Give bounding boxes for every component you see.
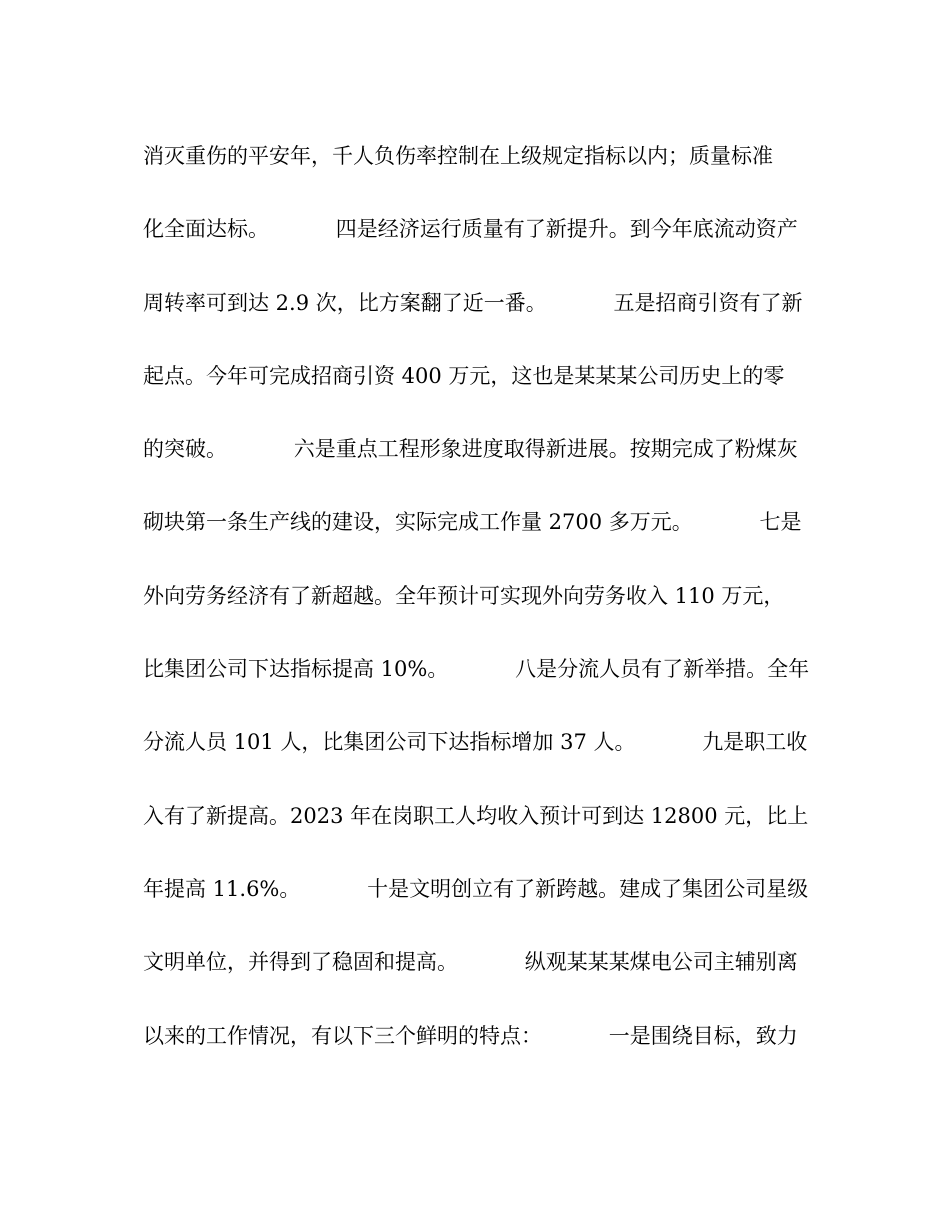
text-line: 分流人员 101 人，比集团公司下达指标增加 37 人。 九是职工收 [143, 730, 808, 755]
text-line: 消灭重伤的平安年，千人负伤率控制在上级规定指标以内；质量标准 [143, 144, 773, 168]
text-line: 文明单位，并得到了稳固和提高。 纵观某某某煤电公司主辅别离 [143, 950, 798, 975]
text-line: 化全面达标。 四是经济运行质量有了新提升。到今年底流动资产 [143, 217, 798, 242]
text-line: 周转率可到达 2.9 次，比方案翻了近一番。 五是招商引资有了新 [143, 290, 803, 315]
text-line: 入有了新提高。2023 年在岗职工人均收入预计可到达 12800 元，比上 [143, 803, 809, 828]
text-line: 比集团公司下达指标提高 10%。 八是分流人员有了新举措。全年 [143, 657, 810, 682]
text-line: 外向劳务经济有了新超越。全年预计可实现外向劳务收入 110 万元， [143, 583, 785, 608]
text-line: 以来的工作情况，有以下三个鲜明的特点： 一是围绕目标，致力 [143, 1023, 798, 1048]
text-line: 年提高 11.6%。 十是文明创立有了新跨越。建成了集团公司星级 [143, 876, 809, 901]
text-line: 起点。今年可完成招商引资 400 万元，这也是某某某公司历史上的零 [143, 363, 785, 388]
text-line: 的突破。 六是重点工程形象进度取得新进展。按期完成了粉煤灰 [143, 437, 798, 462]
text-line: 砌块第一条生产线的建设，实际完成工作量 2700 多万元。 七是 [143, 510, 802, 535]
body-text [143, 132, 813, 1085]
